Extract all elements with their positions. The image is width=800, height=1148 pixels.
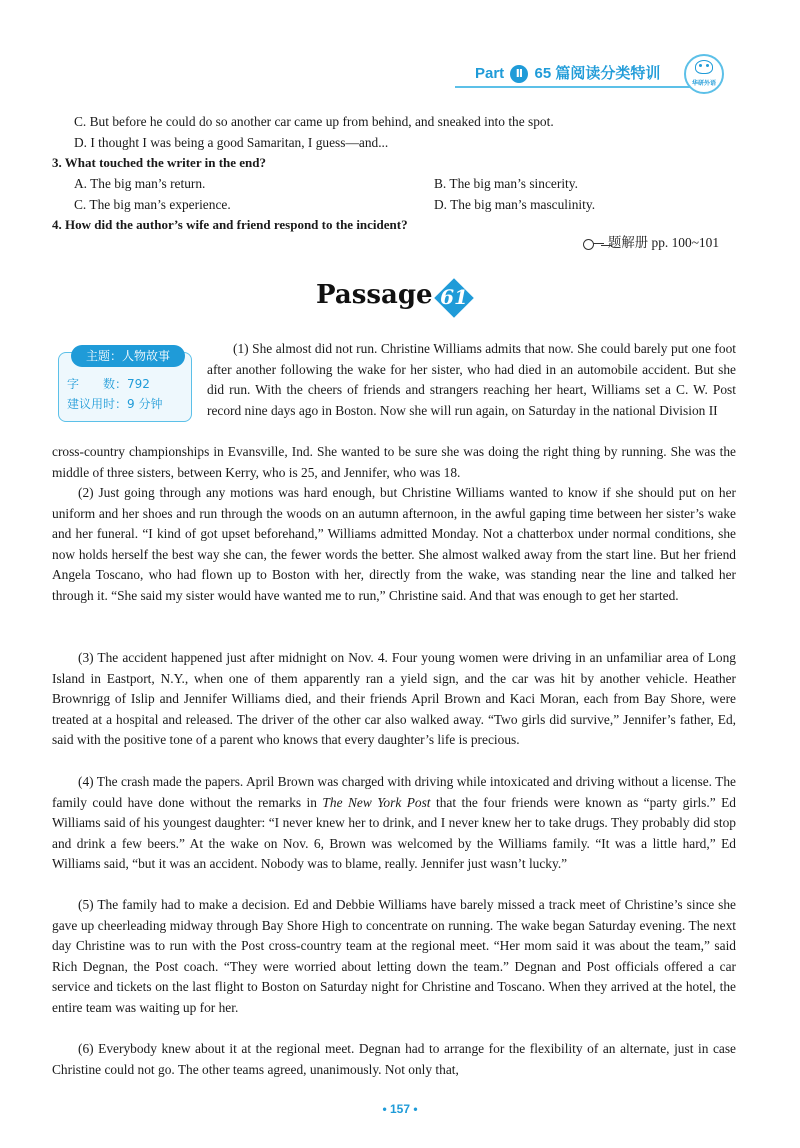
q3-option-b: B. The big man’s sincerity. [434,176,578,191]
passage-title: Passage [316,280,433,310]
paragraph-2: (2) Just going through any motions was hard enough, but Christine Williams wanted to know if she should put on her uniform and her shoes and run through the woods on an autumn afternoon, in the awful gaping time between her sister’s wake and her funeral. “I kind of got upset beforehand,” Williams admitted Monday. Not a chatterbox under normal conditions, she now holds herself the best way she can, the fewer words the better. She almost walked away from the start line. But her friend Angela Toscano, who had flown up to Boston with her, directly from the wake, was standing near the line and talked her through it. “She said my sister would have wanted me to run,” Christine said. And that was enough to get her started. [52,485,736,603]
key-icon [583,239,605,249]
q3-option-a: A. The big man’s return. [74,176,206,191]
answer-reference: 题解册 pp. 100~101 [583,232,719,251]
newspaper-title: The New York Post [322,794,431,810]
page-header [0,56,800,100]
q3-option-d: D. The big man’s masculinity. [434,197,596,212]
paragraph-1-top: (1) She almost did not run. Christine Williams admits that now. She could barely put one foot after another following the wake for her sister, who had died in an automobile accident. But she did run. With the cheers of friends and strangers reaching her heart, Williams set a C. W. Post record nine days ago in Boston. Now she will run again, on Saturday in the national Division II [207,341,736,418]
q4-stem: 4. How did the author’s wife and friend respond to the incident? [52,217,408,232]
word-count: 字 数：792 [67,377,150,391]
part-numeral-badge: Ⅱ [510,65,528,83]
suggested-time: 建议用时：9 分钟 [67,397,163,411]
q3-stem: 3. What touched the writer in the end? [52,155,267,170]
paragraph-5: (5) The family had to make a decision. Ed and Debbie Williams have barely missed a track meet of Christine’s since she gave up cheerleading midway through Bay Shore High to concentrate on running. The wake began Saturday evening. The next day Christine was to run with the Post cross-country team at the regional meet. “Her mom said it was about the team,” said Rich Degnan, the Post coach. “They were worried about letting down the team.” Degnan and Post officials offered a car service and tickets on the last flight to Boston on Saturday night for Christine and Toscano. When they arrived at the hotel, the entire team was waiting up for her. [52,897,736,1015]
topic-tag: 主题：人物故事 [71,345,185,367]
page-number: • 157 • [382,1102,418,1116]
publisher-logo-icon: 华研外语 [684,54,724,94]
paragraph-3: (3) The accident happened just after midnight on Nov. 4. Four young women were driving in an unfamiliar area of Long Island in Eastport, N.Y., when one of them apparently ran a yield sign, and the car was hit by another vehicle. Heather Brownrigg of Islip and Jennifer Williams died, and their friends April Brown and Kaci Moran, each from Bay Shore, were treated at a hospital and released. The driver of the other car also walked away. “Two girls did survive,” Jennifer’s father, Ed, said with the positive tone of a parent who knows that every daughter’s life is precious. [52,650,736,748]
q2-option-c: C. But before he could do so another car came up from behind, and sneaked into the spot. [74,114,554,129]
q3-option-c: C. The big man’s experience. [74,197,231,212]
part-title: Part Ⅱ 65 篇阅读分类特训 [475,65,661,82]
paragraph-1-rest: cross-country championships in Evansville, Ind. She wanted to be sure she was doing the right thing by running. She was the middle of three sisters, between Kerry, who is 25, and Jennifer, who was 18. [52,444,736,480]
paragraph-6: (6) Everybody knew about it at the regional meet. Degnan had to arrange for the flexibility of an alternate, just in case Christine could not go. The other teams agreed, unanimously. Not only that, [52,1041,736,1077]
passage-number-badge [434,278,474,318]
q2-option-d: D. I thought I was being a good Samaritan, I guess—and... [74,135,389,150]
passage-info-box [58,349,192,422]
paragraph-4: (4) The crash made the papers. April Brown was charged with driving while intoxicated and driving without a license. The family could have done without the remarks in The New York Post that the four friends were known as “party girls.” Ed Williams said of his youngest daughter: “I never knew her to drink, and I never knew her to take drugs. They probably did stop and drink a few beers.” At the wake on Nov. 6, Brown was welcomed by the Williams family. “It was a little hard,” Ed Williams said, “but it was an accident. Nobody was to blame, really. Jennifer just wasn’t lucky.” [52,774,736,872]
passage-number: 61 [440,285,468,309]
header-divider [455,86,717,88]
